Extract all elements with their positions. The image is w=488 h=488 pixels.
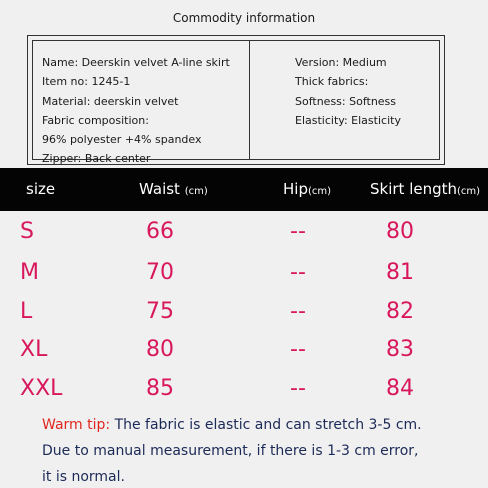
- info-fabric-composition-value: 96% polyester +4% spandex: [42, 133, 202, 147]
- hip-cell: --: [290, 219, 306, 244]
- commodity-info-box: [27, 35, 445, 165]
- skirt-length-cell: 82: [386, 299, 414, 324]
- warm-tip-line-1: [42, 412, 422, 438]
- waist-cell: 85: [146, 376, 174, 401]
- header-hip: Hip(cm): [283, 180, 332, 198]
- waist-cell: 66: [146, 219, 174, 244]
- info-version: Version: Medium: [295, 56, 387, 69]
- info-zipper: Zipper: Back center: [42, 152, 151, 166]
- hip-cell: --: [290, 376, 306, 401]
- table-row: [0, 292, 488, 332]
- hip-cell: --: [290, 337, 306, 362]
- skirt-length-cell: 84: [386, 376, 414, 401]
- header-size: size: [26, 180, 56, 198]
- table-row: [0, 212, 488, 252]
- info-name: Name: Deerskin velvet A-line skirt: [42, 56, 230, 69]
- header-waist: Waist (cm): [139, 180, 208, 198]
- warm-tip-text-1: The fabric is elastic and can stretch 3-5 cm.: [114, 417, 422, 433]
- info-item-no: Item no: 1245-1: [42, 75, 131, 89]
- info-thick-fabrics: Thick fabrics:: [295, 75, 369, 89]
- size-cell: S: [20, 219, 34, 244]
- waist-cell: 70: [146, 260, 174, 285]
- skirt-length-cell: 80: [386, 219, 414, 244]
- size-cell: XL: [20, 337, 48, 362]
- table-row: [0, 330, 488, 370]
- info-material: Material: deerskin velvet: [42, 94, 179, 108]
- table-row: [0, 369, 488, 409]
- commodity-info-inner-frame: [32, 40, 440, 166]
- size-table-header: [0, 168, 488, 211]
- page-title: Commodity information: [172, 11, 316, 25]
- hip-cell: --: [290, 299, 306, 324]
- info-right-column: [295, 53, 401, 130]
- info-divider: [249, 41, 250, 159]
- info-left-column: [42, 53, 230, 169]
- info-softness: Softness: Softness: [295, 94, 397, 108]
- waist-cell: 80: [146, 337, 174, 362]
- warm-tip-line-3: it is normal.: [42, 469, 125, 485]
- skirt-length-cell: 83: [386, 337, 414, 362]
- skirt-length-cell: 81: [386, 260, 414, 285]
- info-fabric-composition-label: Fabric composition:: [42, 113, 149, 127]
- header-skirt-length: Skirt length(cm): [370, 180, 481, 198]
- size-cell: M: [20, 260, 39, 285]
- warm-tip: [42, 412, 422, 488]
- waist-cell: 75: [146, 299, 174, 324]
- warm-tip-label: Warm tip:: [42, 417, 111, 433]
- table-row: [0, 253, 488, 293]
- info-elasticity: Elasticity: Elasticity: [295, 113, 401, 127]
- size-cell: L: [20, 299, 33, 324]
- warm-tip-line-2: Due to manual measurement, if there is 1-3 cm error,: [42, 443, 419, 459]
- hip-cell: --: [290, 260, 306, 285]
- size-cell: XXL: [20, 376, 63, 401]
